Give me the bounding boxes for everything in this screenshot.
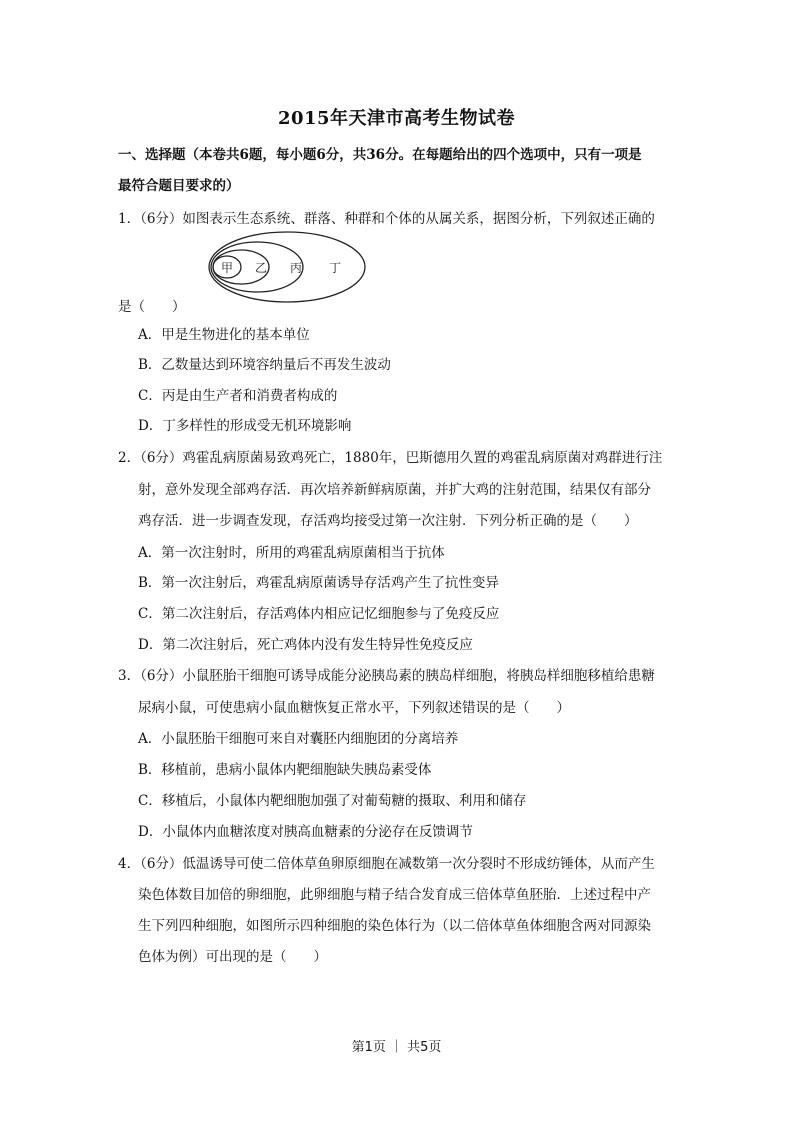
question-2-line-3: 鸡存活．进一步调查发现，存活鸡均接受过第一次注射．下列分析正确的是（ ）	[138, 513, 638, 529]
diagram-label-ding: 丁	[329, 261, 342, 275]
question-4-line-3: 生下列四种细胞，如图所示四种细胞的染色体行为（以二倍体草鱼体细胞含两对同源染	[138, 918, 651, 934]
question-1-option-b: B．乙数量达到环境容纳量后不再发生波动	[138, 357, 391, 373]
question-4-line-1: 4．（6分）低温诱导可使二倍体草鱼卵原细胞在减数第一次分裂时不形成纺锤体，从而产生	[118, 856, 655, 872]
question-3-option-b: B．移植前，患病小鼠体内靶细胞缺失胰岛素受体	[138, 762, 432, 778]
question-1-option-a: A．甲是生物进化的基本单位	[138, 327, 310, 343]
question-1-option-c: C．丙是由生产者和消费者构成的	[138, 388, 338, 404]
question-2-line-2: 射，意外发现全部鸡存活．再次培养新鲜病原菌，并扩大鸡的注射范围，结果仅有部分	[138, 482, 651, 498]
question-2-option-b: B．第一次注射后，鸡霍乱病原菌诱导存活鸡产生了抗性变异	[138, 575, 499, 591]
question-3-option-c: C．移植后，小鼠体内靶细胞加强了对葡萄糖的摄取、利用和储存	[138, 793, 527, 809]
nested-ellipses-diagram	[205, 227, 370, 307]
question-2-line-1: 2．（6分）鸡霍乱病原菌易致鸡死亡，1880年，巴斯德用久置的鸡霍乱病原菌对鸡群进行注	[118, 450, 663, 466]
diagram-label-jia: 甲	[221, 261, 234, 275]
question-2-option-a: A．第一次注射时，所用的鸡霍乱病原菌相当于抗体	[138, 545, 445, 561]
section-header-line2: 最符合题目要求的）	[118, 178, 240, 194]
section-header	[118, 140, 688, 202]
question-3-option-a: A．小鼠胚胎干细胞可来自对囊胚内细胞团的分离培养	[138, 731, 459, 747]
diagram-label-bing: 丙	[290, 261, 303, 275]
question-2-option-c: C．第二次注射后，存活鸡体内相应记忆细胞参与了免疫反应	[138, 606, 500, 622]
section-header-line1: 一、选择题（本卷共6题，每小题6分，共36分。在每题给出的四个选项中，只有一项是	[118, 147, 642, 163]
question-3-option-d: D．小鼠体内血糖浓度对胰高血糖素的分泌存在反馈调节	[138, 824, 473, 840]
question-4-line-2: 染色体数目加倍的卵细胞，此卵细胞与精子结合发育成三倍体草鱼胚胎．上述过程中产	[138, 887, 651, 903]
question-1-option-d: D．丁多样性的形成受无机环境影响	[138, 418, 352, 434]
question-3-line-1: 3．（6分）小鼠胚胎干细胞可诱导成能分泌胰岛素的胰岛样细胞，将胰岛样细胞移植给患糖	[118, 668, 655, 684]
question-4-line-4: 色体为例）可出现的是（ ）	[138, 949, 327, 965]
page-footer: 第1页 ｜ 共5页	[351, 1040, 442, 1055]
page-title: 2015年天津市高考生物试卷	[277, 108, 516, 129]
question-2-option-d: D．第二次注射后，死亡鸡体内没有发生特异性免疫反应	[138, 637, 473, 653]
question-1-line-1: 1．（6分）如图表示生态系统、群落、种群和个体的从属关系，据图分析，下列叙述正确的	[118, 211, 655, 227]
diagram-label-yi: 乙	[255, 261, 268, 275]
question-1-line-2: 是（ ）	[118, 299, 186, 315]
question-3-line-2: 尿病小鼠，可使患病小鼠血糖恢复正常水平，下列叙述错误的是（ ）	[138, 700, 570, 716]
